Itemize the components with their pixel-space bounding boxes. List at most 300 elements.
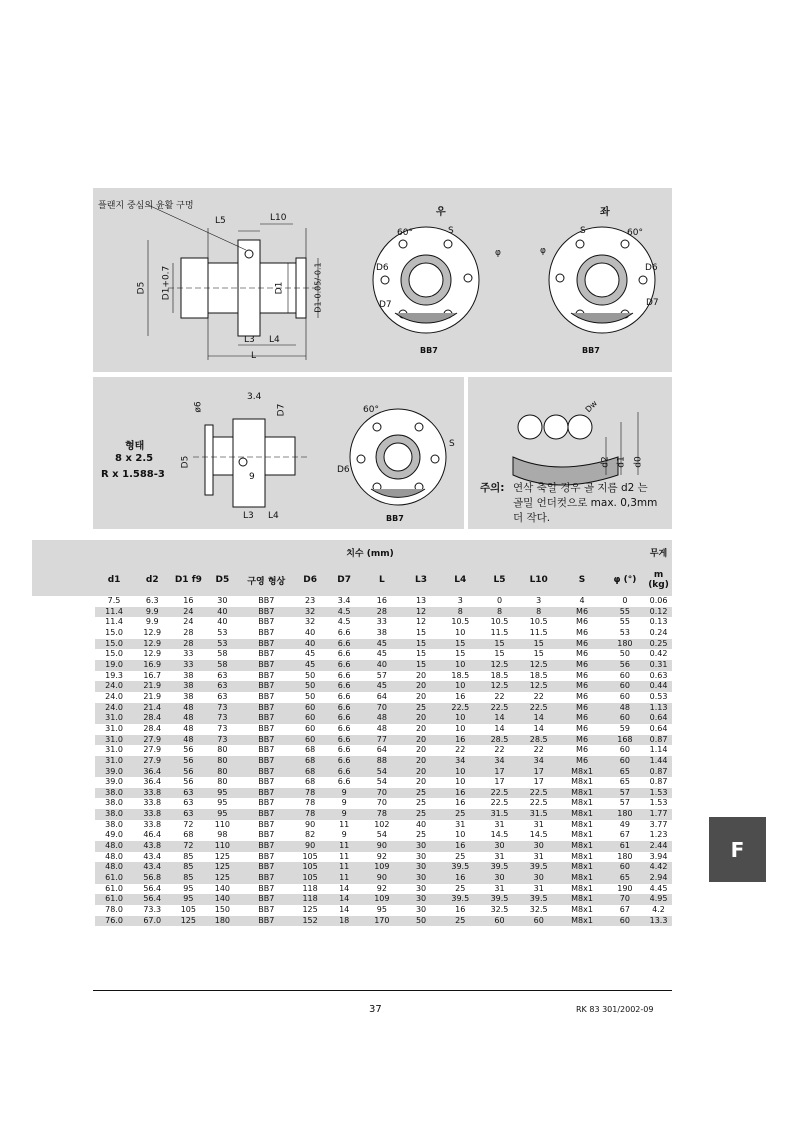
table-cell: BB7: [239, 809, 293, 820]
table-cell: 60: [605, 681, 645, 692]
table-cell: 36.4: [133, 767, 171, 778]
table-cell: 68: [183, 830, 194, 840]
table-cell: 140: [205, 894, 239, 905]
table-cell: 125: [205, 862, 239, 873]
table-cell: 22: [533, 745, 544, 755]
table-cell: 72: [183, 819, 194, 829]
table-cell: 10: [455, 777, 466, 787]
table-cell: 61.0: [95, 873, 133, 884]
table-cell: 80: [217, 745, 228, 755]
table-cell: 1.77: [645, 809, 672, 820]
table-cell: 30: [518, 841, 559, 852]
table-cell: 0.24: [649, 627, 668, 637]
table-cell: 28.5: [518, 735, 559, 746]
table-cell: 25: [402, 703, 439, 714]
table-cell: 45: [361, 639, 402, 650]
table-cell: 15.0: [105, 627, 123, 637]
table-cell: 25: [402, 788, 439, 799]
table-cell: 125: [214, 851, 231, 861]
table-cell: 16: [455, 691, 466, 701]
table-cell: 6.3: [145, 596, 159, 605]
table-cell: 21.9: [143, 691, 162, 701]
table-cell: 38: [183, 670, 194, 680]
table-cell: 56: [183, 745, 194, 755]
table-cell: 95: [171, 894, 205, 905]
table-cell: 39.5: [518, 894, 559, 905]
nut-drawings-top: [93, 188, 672, 372]
table-cell: 105: [180, 905, 196, 915]
table-cell: 60: [481, 916, 518, 927]
table-cell: 33.8: [143, 798, 162, 808]
table-cell: 31.5: [481, 809, 518, 820]
table-cell: 33.8: [143, 819, 162, 829]
table-cell: 31.0: [105, 723, 123, 733]
table-cell: 25: [440, 916, 481, 927]
table-cell: 53: [619, 627, 630, 637]
table-cell: 1.14: [649, 745, 668, 755]
table-cell: M8x1: [571, 830, 593, 840]
table-cell: BB7: [239, 841, 293, 852]
note-d2: d2: [600, 456, 611, 468]
table-cell: 0.63: [649, 670, 668, 680]
table-cell: 0.13: [649, 617, 668, 627]
table-cell: 30: [402, 894, 439, 905]
form-l4: L4: [268, 511, 279, 521]
table-cell: 21.4: [133, 703, 171, 714]
table-cell: 152: [293, 916, 327, 927]
table-cell: 60: [293, 735, 327, 746]
table-cell: 38.0: [95, 809, 133, 820]
table-cell: 40: [361, 660, 402, 671]
table-cell: 45: [305, 649, 316, 659]
table-cell: M8x1: [571, 777, 593, 787]
table-cell: 30: [402, 841, 439, 852]
table-cell: 13.3: [645, 916, 672, 927]
table-cell: 36.4: [143, 777, 162, 787]
table-cell: 22.5: [490, 798, 509, 808]
table-cell: 140: [214, 883, 231, 893]
form-line1: 8 x 2.5: [115, 453, 154, 464]
table-cell: 14: [339, 883, 350, 893]
table-cell: 15.0: [105, 649, 123, 659]
table-cell: 55: [619, 617, 630, 627]
note-line3: 더 작다.: [513, 512, 551, 524]
table-cell: 6.6: [337, 723, 351, 733]
table-cell: 0.87: [645, 767, 672, 778]
table-cell: 65: [605, 767, 645, 778]
table-cell: 60: [619, 745, 630, 755]
table-cell: 39.5: [518, 862, 559, 873]
table-row: [32, 735, 672, 746]
table-cell: 39.5: [440, 862, 481, 873]
table-cell: 50: [293, 681, 327, 692]
table-cell: 28: [361, 607, 402, 618]
table-cell: 33.8: [133, 809, 171, 820]
table-cell: 33: [171, 660, 205, 671]
table-cell: 12.5: [518, 681, 559, 692]
table-cell: 82: [305, 830, 316, 840]
table-cell: 8: [518, 607, 559, 618]
figure-panel-note: [468, 377, 672, 529]
header-row: [32, 564, 672, 596]
table-cell: 80: [217, 777, 228, 787]
table-cell: 67: [619, 905, 630, 915]
table-cell: M8x1: [559, 862, 604, 873]
table-cell: 125: [205, 873, 239, 884]
table-cell: 39.5: [440, 894, 481, 905]
table-cell: 90: [361, 841, 402, 852]
table-cell: 70: [605, 894, 645, 905]
note-line1: 연삭 축일 경우 골 지름 d2 는: [513, 482, 648, 494]
table-cell: 4.5: [327, 607, 361, 618]
table-cell: 16: [376, 596, 387, 605]
right-type: BB7: [420, 346, 438, 355]
table-cell: 95: [376, 905, 387, 915]
table-cell: 31.0: [95, 735, 133, 746]
table-cell: 68: [305, 745, 316, 755]
table-cell: BB7: [239, 767, 293, 778]
table-cell: 8: [481, 607, 518, 618]
label-l3: L3: [244, 335, 255, 345]
table-cell: BB7: [258, 627, 275, 637]
table-cell: 63: [171, 788, 205, 799]
table-cell: 63: [205, 681, 239, 692]
table-cell: 109: [361, 862, 402, 873]
table-cell: 110: [205, 841, 239, 852]
table-cell: 49.0: [105, 830, 123, 840]
table-row: [32, 873, 672, 884]
table-cell: 50: [305, 691, 316, 701]
table-cell: 1.13: [645, 703, 672, 714]
table-cell: 31.0: [95, 756, 133, 767]
table-cell: 68: [305, 777, 316, 787]
table-cell: 50: [305, 670, 316, 680]
table-cell: M8x1: [571, 798, 593, 808]
table-cell: 12: [415, 617, 427, 627]
table-cell: 18: [327, 916, 361, 927]
table-cell: 56: [183, 777, 194, 787]
table-cell: 85: [171, 862, 205, 873]
table-cell: 73: [217, 723, 228, 733]
table-cell: 58: [217, 649, 228, 659]
column-header: 구영 형상: [239, 564, 293, 596]
table-cell: 4: [579, 596, 585, 605]
left-d7: D7: [646, 298, 659, 308]
table-cell: 48: [183, 723, 194, 733]
table-row: [32, 745, 672, 756]
table-cell: 6.6: [327, 767, 361, 778]
table-cell: 57: [619, 798, 630, 808]
table-cell: BB7: [258, 819, 275, 829]
table-row: [32, 905, 672, 916]
table-cell: 4.2: [652, 905, 665, 915]
table-cell: 30: [415, 883, 427, 893]
table-cell: 50: [619, 649, 630, 659]
table-cell: 25: [415, 798, 427, 808]
table-cell: 48: [171, 703, 205, 714]
table-cell: M6: [559, 681, 604, 692]
form-title: 형태: [125, 441, 145, 452]
table-cell: 12.5: [481, 660, 518, 671]
table-cell: 24.0: [105, 691, 123, 701]
table-cell: 16: [455, 798, 466, 808]
table-cell: 15: [455, 649, 466, 659]
table-cell: M8x1: [571, 905, 593, 915]
table-cell: M6: [576, 723, 589, 733]
table-cell: 125: [302, 905, 318, 915]
table-cell: 16: [440, 735, 481, 746]
table-cell: M6: [559, 703, 604, 714]
note-line2: 골밀 언더컷으로 max. 0,3mm: [513, 497, 658, 509]
table-cell: 14.5: [529, 830, 548, 840]
right-s: S: [448, 226, 454, 236]
table-row: [32, 692, 672, 703]
table-cell: 190: [617, 883, 633, 893]
right-d6: D6: [376, 263, 389, 273]
table-cell: 19.0: [95, 660, 133, 671]
table-cell: 22: [494, 745, 505, 755]
table-cell: 73: [205, 703, 239, 714]
table-cell: 6.6: [337, 691, 351, 701]
table-cell: 30: [402, 873, 439, 884]
table-cell: 10: [440, 681, 481, 692]
form-s: S: [449, 439, 455, 449]
table-cell: 24.0: [95, 681, 133, 692]
note-label: 주의:: [480, 482, 505, 494]
table-cell: 31: [533, 851, 544, 861]
table-cell: 10.5: [490, 617, 509, 627]
table-cell: 31.0: [95, 713, 133, 724]
left-phi: φ: [540, 246, 546, 256]
table-cell: 24.0: [95, 703, 133, 714]
table-cell: 53: [205, 639, 239, 650]
table-cell: 0.06: [649, 596, 668, 605]
table-cell: 16: [440, 873, 481, 884]
table-cell: 6.6: [327, 703, 361, 714]
table-cell: 20: [415, 691, 427, 701]
table-cell: 1.53: [645, 788, 672, 799]
table-cell: 20: [402, 713, 439, 724]
table-cell: 150: [214, 905, 231, 915]
table-row: [32, 724, 672, 735]
table-cell: 43.4: [143, 851, 162, 861]
table-cell: 33.8: [133, 788, 171, 799]
table-row: [32, 639, 672, 650]
table-cell: 11.5: [490, 627, 509, 637]
label-d1: D1: [274, 281, 285, 295]
page-number: 37: [369, 1004, 382, 1015]
table-cell: 60: [619, 670, 630, 680]
table-row: [32, 756, 672, 767]
table-cell: 39.0: [95, 767, 133, 778]
table-cell: 95: [205, 788, 239, 799]
table-row: [32, 628, 672, 639]
table-cell: 85: [171, 873, 205, 884]
table-cell: 11.4: [95, 607, 133, 618]
table-cell: 10: [440, 767, 481, 778]
table-cell: M6: [576, 670, 589, 680]
table-cell: 55: [605, 607, 645, 618]
table-cell: 105: [293, 862, 327, 873]
form-type: BB7: [386, 514, 404, 523]
table-cell: 39.5: [481, 894, 518, 905]
table-cell: 10.5: [529, 617, 548, 627]
table-cell: 0.64: [645, 713, 672, 724]
table-cell: 28: [171, 639, 205, 650]
table-cell: 11: [339, 851, 350, 861]
table-cell: M6: [576, 627, 589, 637]
table-cell: 63: [171, 809, 205, 820]
table-cell: BB7: [239, 639, 293, 650]
table-cell: BB7: [258, 883, 275, 893]
table-cell: 16.9: [133, 660, 171, 671]
table-cell: 105: [302, 851, 318, 861]
table-cell: 0.87: [645, 735, 672, 746]
table-cell: 73: [205, 713, 239, 724]
label-d1-tol: D1+0.7: [161, 265, 172, 301]
column-header: φ (°): [605, 564, 645, 596]
table-cell: M8x1: [571, 883, 593, 893]
table-cell: 15: [402, 639, 439, 650]
figure-panel-top: [93, 188, 672, 372]
table-cell: 90: [293, 841, 327, 852]
table-cell: 27.9: [143, 745, 162, 755]
column-header: D1 f9: [171, 564, 205, 596]
note-d1: d1: [616, 456, 627, 468]
table-cell: 48: [171, 713, 205, 724]
table-cell: BB7: [258, 905, 275, 915]
table-cell: 22.5: [481, 788, 518, 799]
table-cell: 14: [339, 905, 350, 915]
table-cell: 27.9: [133, 756, 171, 767]
table-cell: 76.0: [95, 916, 133, 927]
table-cell: 19.3: [105, 670, 123, 680]
column-header: L3: [402, 564, 439, 596]
table-cell: 68: [293, 756, 327, 767]
table-cell: 61.0: [95, 894, 133, 905]
table-cell: 1.44: [645, 756, 672, 767]
table-cell: 56.8: [133, 873, 171, 884]
table-cell: 16: [455, 905, 466, 915]
table-cell: 9.9: [133, 607, 171, 618]
table-cell: 95: [217, 798, 228, 808]
table-cell: 31: [533, 883, 544, 893]
column-header: L4: [440, 564, 481, 596]
lube-hole-caption: 플랜지 중심의 윤활 구멍: [98, 201, 194, 211]
table-cell: 14: [327, 894, 361, 905]
left-hand-title: 좌: [600, 207, 610, 218]
header-group-weight: 무게: [645, 540, 672, 564]
table-cell: 3: [457, 596, 463, 605]
table-cell: M6: [576, 649, 589, 659]
table-cell: 38: [376, 627, 387, 637]
form-line2: R x 1.588-3: [101, 469, 165, 480]
table-cell: 12: [402, 607, 439, 618]
table-cell: 16: [440, 841, 481, 852]
table-cell: 3.94: [649, 851, 668, 861]
table-cell: 22.5: [529, 798, 548, 808]
table-cell: 14: [494, 723, 505, 733]
table-row: [32, 862, 672, 873]
table-cell: 11.4: [105, 617, 123, 627]
table-row: [32, 809, 672, 820]
table-cell: 27.9: [133, 735, 171, 746]
table-cell: 48: [376, 723, 387, 733]
table-cell: 13: [415, 596, 427, 605]
table-cell: 58: [205, 660, 239, 671]
table-cell: 24: [183, 617, 194, 627]
table-cell: 4.42: [645, 862, 672, 873]
table-cell: 30: [217, 596, 228, 605]
table-cell: 12.5: [481, 681, 518, 692]
table-cell: 34: [481, 756, 518, 767]
table-cell: 23: [305, 596, 316, 605]
figure-panel-form: [93, 377, 464, 529]
table-cell: BB7: [239, 873, 293, 884]
table-cell: 40: [293, 639, 327, 650]
table-cell: 60: [605, 713, 645, 724]
table-cell: 28.4: [143, 723, 162, 733]
table-cell: 60: [518, 916, 559, 927]
table-cell: 28: [183, 627, 194, 637]
table-cell: 43.4: [133, 862, 171, 873]
table-cell: 34: [518, 756, 559, 767]
table-cell: 20: [402, 681, 439, 692]
table-cell: 78: [361, 809, 402, 820]
table-cell: 16: [440, 788, 481, 799]
table-cell: 73.3: [143, 905, 162, 915]
table-cell: 12.5: [518, 660, 559, 671]
table-cell: 109: [361, 894, 402, 905]
table-cell: 90: [361, 873, 402, 884]
table-cell: 39.5: [481, 862, 518, 873]
table-cell: 105: [293, 873, 327, 884]
table-cell: 38: [183, 691, 194, 701]
table-cell: 31: [494, 883, 505, 893]
table-cell: 45: [293, 660, 327, 671]
table-cell: 31: [494, 851, 505, 861]
table-cell: 33: [183, 649, 194, 659]
table-cell: BB7: [239, 862, 293, 873]
table-cell: 21.9: [133, 681, 171, 692]
table-cell: 63: [217, 670, 228, 680]
table-cell: 11: [327, 841, 361, 852]
table-cell: M8x1: [559, 841, 604, 852]
table-cell: 17: [533, 777, 544, 787]
table-cell: 16: [183, 596, 194, 605]
table-cell: 10: [440, 713, 481, 724]
table-cell: 0: [622, 596, 628, 605]
table-cell: 6.6: [337, 745, 351, 755]
table-cell: BB7: [239, 607, 293, 618]
table-cell: 25: [455, 883, 466, 893]
table-cell: M8x1: [559, 873, 604, 884]
table-cell: 6.6: [327, 713, 361, 724]
table-cell: 6.6: [327, 681, 361, 692]
table-cell: 168: [605, 735, 645, 746]
table-cell: 6.6: [337, 670, 351, 680]
table-row: [32, 798, 672, 809]
table-cell: 6.6: [327, 660, 361, 671]
table-cell: 4.45: [649, 883, 668, 893]
table-cell: 70: [376, 798, 387, 808]
table-cell: 0.12: [645, 607, 672, 618]
table-cell: 0.53: [649, 691, 668, 701]
table-cell: M8x1: [559, 788, 604, 799]
table-row: [32, 916, 672, 927]
table-cell: 0.25: [645, 639, 672, 650]
table-cell: 15: [533, 649, 544, 659]
